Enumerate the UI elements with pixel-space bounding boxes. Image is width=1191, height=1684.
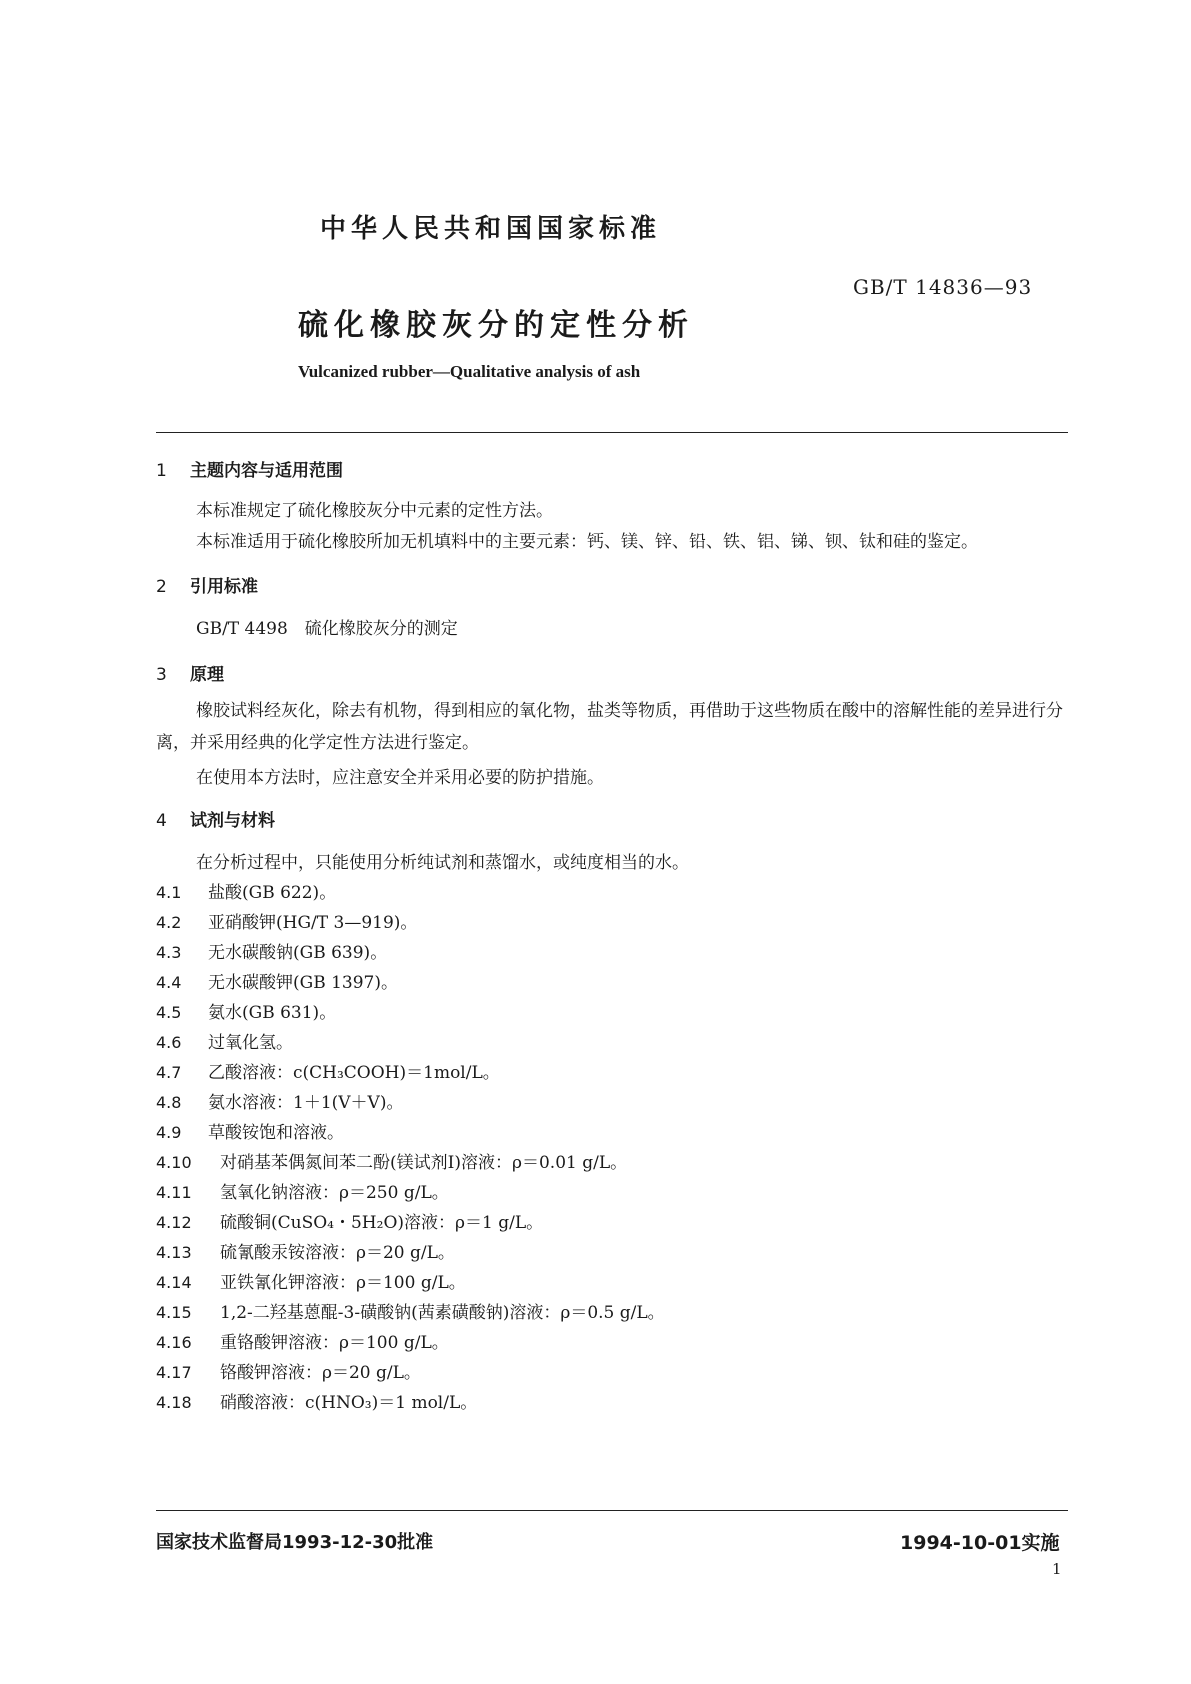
list-item	[156, 1388, 477, 1413]
list-item	[156, 1058, 500, 1083]
list-item	[156, 1298, 665, 1323]
item-text: 无水碳酸钾(GB 1397)。	[208, 973, 399, 993]
section-title: 主题内容与适用范围	[190, 461, 343, 481]
footer-divider	[156, 1510, 1068, 1511]
document-title-cn: 硫化橡胶灰分的定性分析	[298, 308, 694, 343]
list-item	[156, 908, 417, 933]
list-item	[156, 1238, 455, 1263]
item-text: 氨水溶液：1＋1(V＋V)。	[208, 1093, 404, 1113]
item-text: 硫氰酸汞铵溶液：ρ＝20 g/L。	[220, 1243, 455, 1263]
item-number: 4.5	[156, 1003, 182, 1022]
document-title-en: Vulcanized rubber—Qualitative analysis of ash	[298, 362, 641, 381]
list-item	[156, 1118, 344, 1143]
list-item	[156, 1268, 466, 1293]
item-number: 4.3	[156, 943, 182, 962]
item-text: 亚铁氰化钾溶液：ρ＝100 g/L。	[220, 1273, 466, 1293]
item-number: 4.1	[156, 883, 182, 902]
item-text: 对硝基苯偶氮间苯二酚(镁试剂Ⅰ)溶液：ρ＝0.01 g/L。	[220, 1153, 628, 1173]
list-item	[156, 1208, 543, 1233]
item-text: 亚硝酸钾(HG/T 3—919)。	[208, 913, 418, 933]
item-number: 4.15	[156, 1303, 192, 1322]
section-title: 引用标准	[190, 577, 258, 597]
item-number: 4.17	[156, 1363, 192, 1382]
section-heading	[156, 806, 275, 831]
paragraph: GB/T 4498 硫化橡胶灰分的测定	[196, 619, 458, 639]
item-number: 4.6	[156, 1033, 182, 1052]
item-text: 1,2-二羟基蒽醌-3-磺酸钠(茜素磺酸钠)溶液：ρ＝0.5 g/L。	[220, 1303, 665, 1323]
item-text: 草酸铵饱和溶液。	[208, 1123, 344, 1143]
item-text: 硫酸铜(CuSO₄・5H₂O)溶液：ρ＝1 g/L。	[220, 1213, 544, 1233]
item-number: 4.13	[156, 1243, 192, 1262]
list-item	[156, 938, 387, 963]
item-text: 盐酸(GB 622)。	[208, 883, 337, 903]
item-text: 过氧化氢。	[208, 1033, 293, 1053]
item-number: 4.18	[156, 1393, 192, 1412]
section-heading	[156, 572, 258, 597]
list-item	[156, 998, 336, 1023]
standard-number: GB/T 14836—93	[853, 275, 1033, 299]
item-number: 4.11	[156, 1183, 192, 1202]
section-number: 2	[156, 577, 167, 597]
item-text: 重铬酸钾溶液：ρ＝100 g/L。	[220, 1333, 449, 1353]
item-number: 4.8	[156, 1093, 182, 1112]
section-title: 原理	[190, 665, 224, 685]
approval-line: 国家技术监督局1993-12-30批准	[156, 1532, 434, 1553]
list-item	[156, 1178, 449, 1203]
item-text: 无水碳酸钠(GB 639)。	[208, 943, 388, 963]
section-number: 3	[156, 665, 167, 685]
item-number: 4.16	[156, 1333, 192, 1352]
item-number: 4.4	[156, 973, 182, 992]
list-item	[156, 1028, 293, 1053]
section-title: 试剂与材料	[190, 811, 275, 831]
list-item	[156, 1328, 449, 1353]
list-item	[156, 1088, 403, 1113]
issuing-authority: 中华人民共和国国家标准	[320, 214, 662, 244]
page-number: 1	[1052, 1560, 1062, 1578]
item-number: 4.12	[156, 1213, 192, 1232]
item-number: 4.7	[156, 1063, 182, 1082]
section-number: 4	[156, 811, 167, 831]
paragraph: 本标准规定了硫化橡胶灰分中元素的定性方法。	[196, 501, 553, 521]
list-item	[156, 968, 398, 993]
paragraph: 本标准适用于硫化橡胶所加无机填料中的主要元素：钙、镁、锌、铅、铁、铝、锑、钡、钛和硅的鉴定。	[196, 532, 978, 552]
section-heading	[156, 660, 224, 685]
list-item	[156, 1358, 421, 1383]
item-text: 硝酸溶液：c(HNO₃)＝1 mol/L。	[220, 1393, 478, 1413]
item-text: 氢氧化钠溶液：ρ＝250 g/L。	[220, 1183, 449, 1203]
implementation-date: 1994-10-01实施	[900, 1532, 1060, 1554]
paragraph: 橡胶试料经灰化，除去有机物，得到相应的氧化物，盐类等物质，再借助于这些物质在酸中的溶解性能的差异进行分离，并采用经典的化学定性方法进行鉴定。	[156, 701, 1063, 753]
list-item	[156, 1148, 627, 1173]
paragraph: 在分析过程中，只能使用分析纯试剂和蒸馏水，或纯度相当的水。	[196, 853, 689, 873]
item-number: 4.2	[156, 913, 182, 932]
item-number: 4.14	[156, 1273, 192, 1292]
item-number: 4.9	[156, 1123, 182, 1142]
section-number: 1	[156, 461, 167, 481]
list-item	[156, 878, 336, 903]
item-text: 乙酸溶液：c(CH₃COOH)＝1mol/L。	[208, 1063, 500, 1083]
section-heading	[156, 456, 343, 481]
header-divider	[156, 432, 1068, 433]
item-text: 氨水(GB 631)。	[208, 1003, 337, 1023]
item-text: 铬酸钾溶液：ρ＝20 g/L。	[220, 1363, 421, 1383]
paragraph: 在使用本方法时，应注意安全并采用必要的防护措施。	[196, 768, 604, 788]
item-number: 4.10	[156, 1153, 192, 1172]
